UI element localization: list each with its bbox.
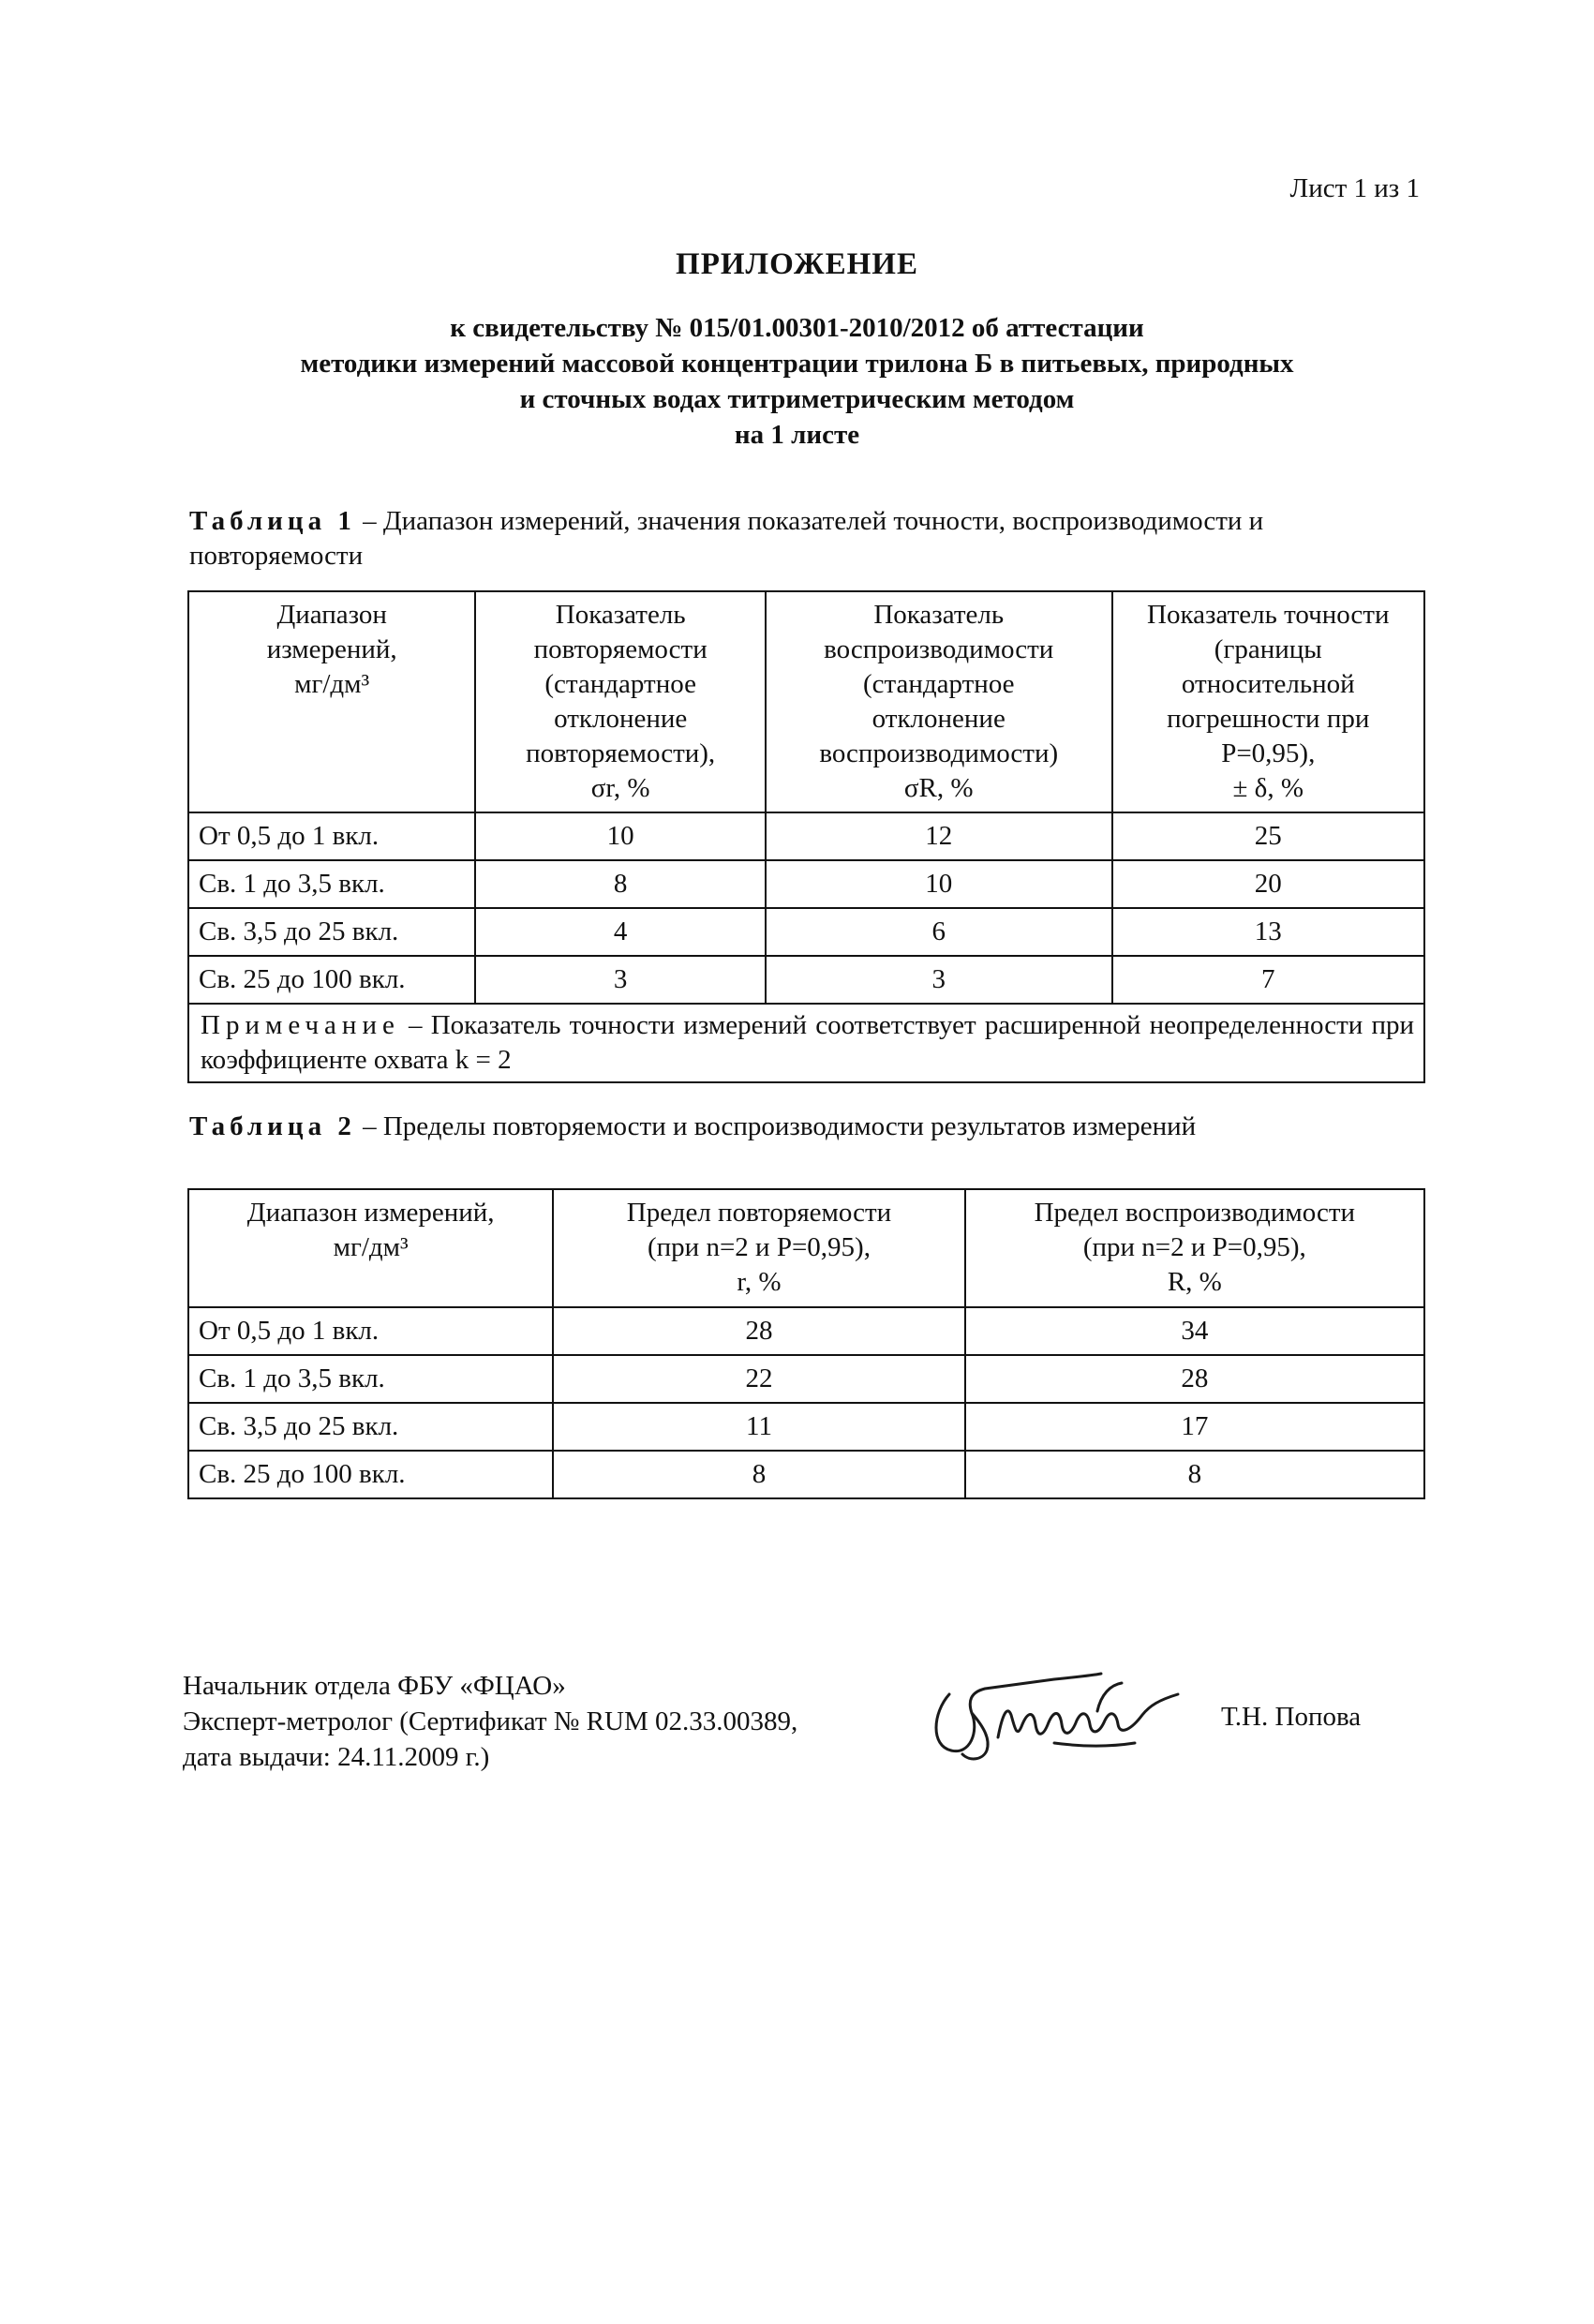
table1-caption xyxy=(189,504,1426,574)
document-title: ПРИЛОЖЕНИЕ xyxy=(676,247,918,281)
table-row xyxy=(188,1307,1424,1355)
subtitle-line-4: на 1 листе xyxy=(734,420,860,450)
header-line: повторяемости), xyxy=(526,738,716,768)
header-line: Диапазон xyxy=(276,600,387,630)
signatory-name: Т.Н. Попова xyxy=(1221,1702,1362,1732)
note-text: – Показатель точности измерений соответствует расширенной неопределенности при коэффициенте охвата k = 2 xyxy=(201,1010,1414,1075)
subtitle-line-2: методики измерений массовой концентрации трилона Б в питьевых, природных xyxy=(300,349,1294,379)
table2-header-reproducibility-limit xyxy=(965,1189,1424,1307)
document-header xyxy=(0,247,1594,453)
header-line: Предел повторяемости xyxy=(626,1198,892,1228)
header-line: ± δ, % xyxy=(1232,773,1304,803)
table2-value-cell: 11 xyxy=(553,1403,964,1451)
signatory-line-1: Начальник отдела ФБУ «ФЦАО» xyxy=(183,1671,566,1701)
table2-header-range xyxy=(188,1189,553,1307)
table1-caption-text: – Диапазон измерений, значения показателей точности, воспроизводимости и повторяемости xyxy=(189,506,1264,571)
subtitle-line-1: к свидетельству № 015/01.00301-2010/2012 об аттестации xyxy=(450,313,1144,343)
table1-header-accuracy xyxy=(1112,591,1424,812)
signatory-line-3: дата выдачи: 24.11.2009 г.) xyxy=(183,1742,490,1772)
header-line: P=0,95), xyxy=(1221,738,1316,768)
header-line: σr, % xyxy=(590,773,650,803)
table1-caption-prefix: Таблица 1 xyxy=(189,506,356,536)
table-row xyxy=(188,956,1424,1004)
header-line: относительной xyxy=(1181,669,1355,699)
table1-range-cell: Св. 25 до 100 вкл. xyxy=(188,956,475,1004)
table2-range-cell: Св. 25 до 100 вкл. xyxy=(188,1451,553,1498)
table1-value-cell: 25 xyxy=(1112,812,1424,860)
table1-range-cell: Св. 3,5 до 25 вкл. xyxy=(188,908,475,956)
table1-range-cell: От 0,5 до 1 вкл. xyxy=(188,812,475,860)
table2-header-row xyxy=(188,1189,1424,1307)
table1-value-cell: 6 xyxy=(766,908,1112,956)
table-row xyxy=(188,860,1424,908)
header-line: R, % xyxy=(1167,1267,1222,1297)
table1-note xyxy=(188,1004,1424,1082)
header-line: (при n=2 и P=0,95), xyxy=(1082,1232,1306,1262)
table2-caption-prefix: Таблица 2 xyxy=(189,1111,356,1141)
table1-note-row xyxy=(188,1004,1424,1082)
table2-value-cell: 34 xyxy=(965,1307,1424,1355)
header-line: повторяемости xyxy=(533,634,708,664)
table2-range-cell: Св. 3,5 до 25 вкл. xyxy=(188,1403,553,1451)
table2-caption-text: – Пределы повторяемости и воспроизводимости результатов измерений xyxy=(355,1111,1197,1141)
header-line: Показатель точности xyxy=(1147,600,1390,630)
table1-value-cell: 3 xyxy=(475,956,766,1004)
header-line: r, % xyxy=(737,1267,782,1297)
header-line: (границы xyxy=(1214,634,1322,664)
table2-header-repeatability-limit xyxy=(553,1189,964,1307)
header-line: (стандартное xyxy=(862,669,1015,699)
table2-value-cell: 28 xyxy=(965,1355,1424,1403)
table2-value-cell: 8 xyxy=(553,1451,964,1498)
table1-value-cell: 10 xyxy=(475,812,766,860)
header-line: отклонение xyxy=(554,704,688,734)
sheet-number: Лист 1 из 1 xyxy=(1289,173,1420,203)
header-line: Предел воспроизводимости xyxy=(1034,1198,1356,1228)
table1-header-repeatability xyxy=(475,591,766,812)
table-row xyxy=(188,908,1424,956)
table2-range-cell: От 0,5 до 1 вкл. xyxy=(188,1307,553,1355)
table2-value-cell: 22 xyxy=(553,1355,964,1403)
table2-range-cell: Св. 1 до 3,5 вкл. xyxy=(188,1355,553,1403)
signatory-line-2: Эксперт-метролог (Сертификат № RUM 02.33.00389, xyxy=(183,1706,798,1736)
header-line: воспроизводимости) xyxy=(819,738,1059,768)
table-row xyxy=(188,1451,1424,1498)
handwritten-signature xyxy=(914,1657,1195,1779)
table2 xyxy=(187,1188,1425,1499)
table-row xyxy=(188,812,1424,860)
table1-header-range xyxy=(188,591,475,812)
table1-header-row xyxy=(188,591,1424,812)
table2-caption xyxy=(189,1110,1426,1144)
table2-value-cell: 28 xyxy=(553,1307,964,1355)
table1-range-cell: Св. 1 до 3,5 вкл. xyxy=(188,860,475,908)
header-line: Диапазон измерений, xyxy=(246,1198,495,1228)
header-line: отклонение xyxy=(871,704,1006,734)
table1 xyxy=(187,590,1425,1083)
table1-value-cell: 4 xyxy=(475,908,766,956)
header-line: измерений, xyxy=(266,634,397,664)
table1-value-cell: 7 xyxy=(1112,956,1424,1004)
header-line: (стандартное xyxy=(544,669,696,699)
table2-value-cell: 17 xyxy=(965,1403,1424,1451)
table-row xyxy=(188,1403,1424,1451)
header-line: Показатель xyxy=(555,600,686,630)
header-line: погрешности при xyxy=(1167,704,1370,734)
table1-value-cell: 8 xyxy=(475,860,766,908)
signatory-block xyxy=(183,1668,797,1775)
table1-value-cell: 13 xyxy=(1112,908,1424,956)
table2-value-cell: 8 xyxy=(965,1451,1424,1498)
table1-value-cell: 3 xyxy=(766,956,1112,1004)
table-row xyxy=(188,1355,1424,1403)
header-line: (при n=2 и P=0,95), xyxy=(648,1232,871,1262)
header-line: Показатель xyxy=(873,600,1005,630)
subtitle-line-3: и сточных водах титриметрическим методом xyxy=(519,384,1075,414)
table1-value-cell: 12 xyxy=(766,812,1112,860)
header-line: мг/дм³ xyxy=(333,1232,409,1262)
table1-value-cell: 10 xyxy=(766,860,1112,908)
header-line: мг/дм³ xyxy=(294,669,370,699)
note-prefix: Примечание xyxy=(201,1010,400,1040)
header-line: σR, % xyxy=(903,773,974,803)
header-line: воспроизводимости xyxy=(824,634,1054,664)
table1-value-cell: 20 xyxy=(1112,860,1424,908)
table1-header-reproducibility xyxy=(766,591,1112,812)
